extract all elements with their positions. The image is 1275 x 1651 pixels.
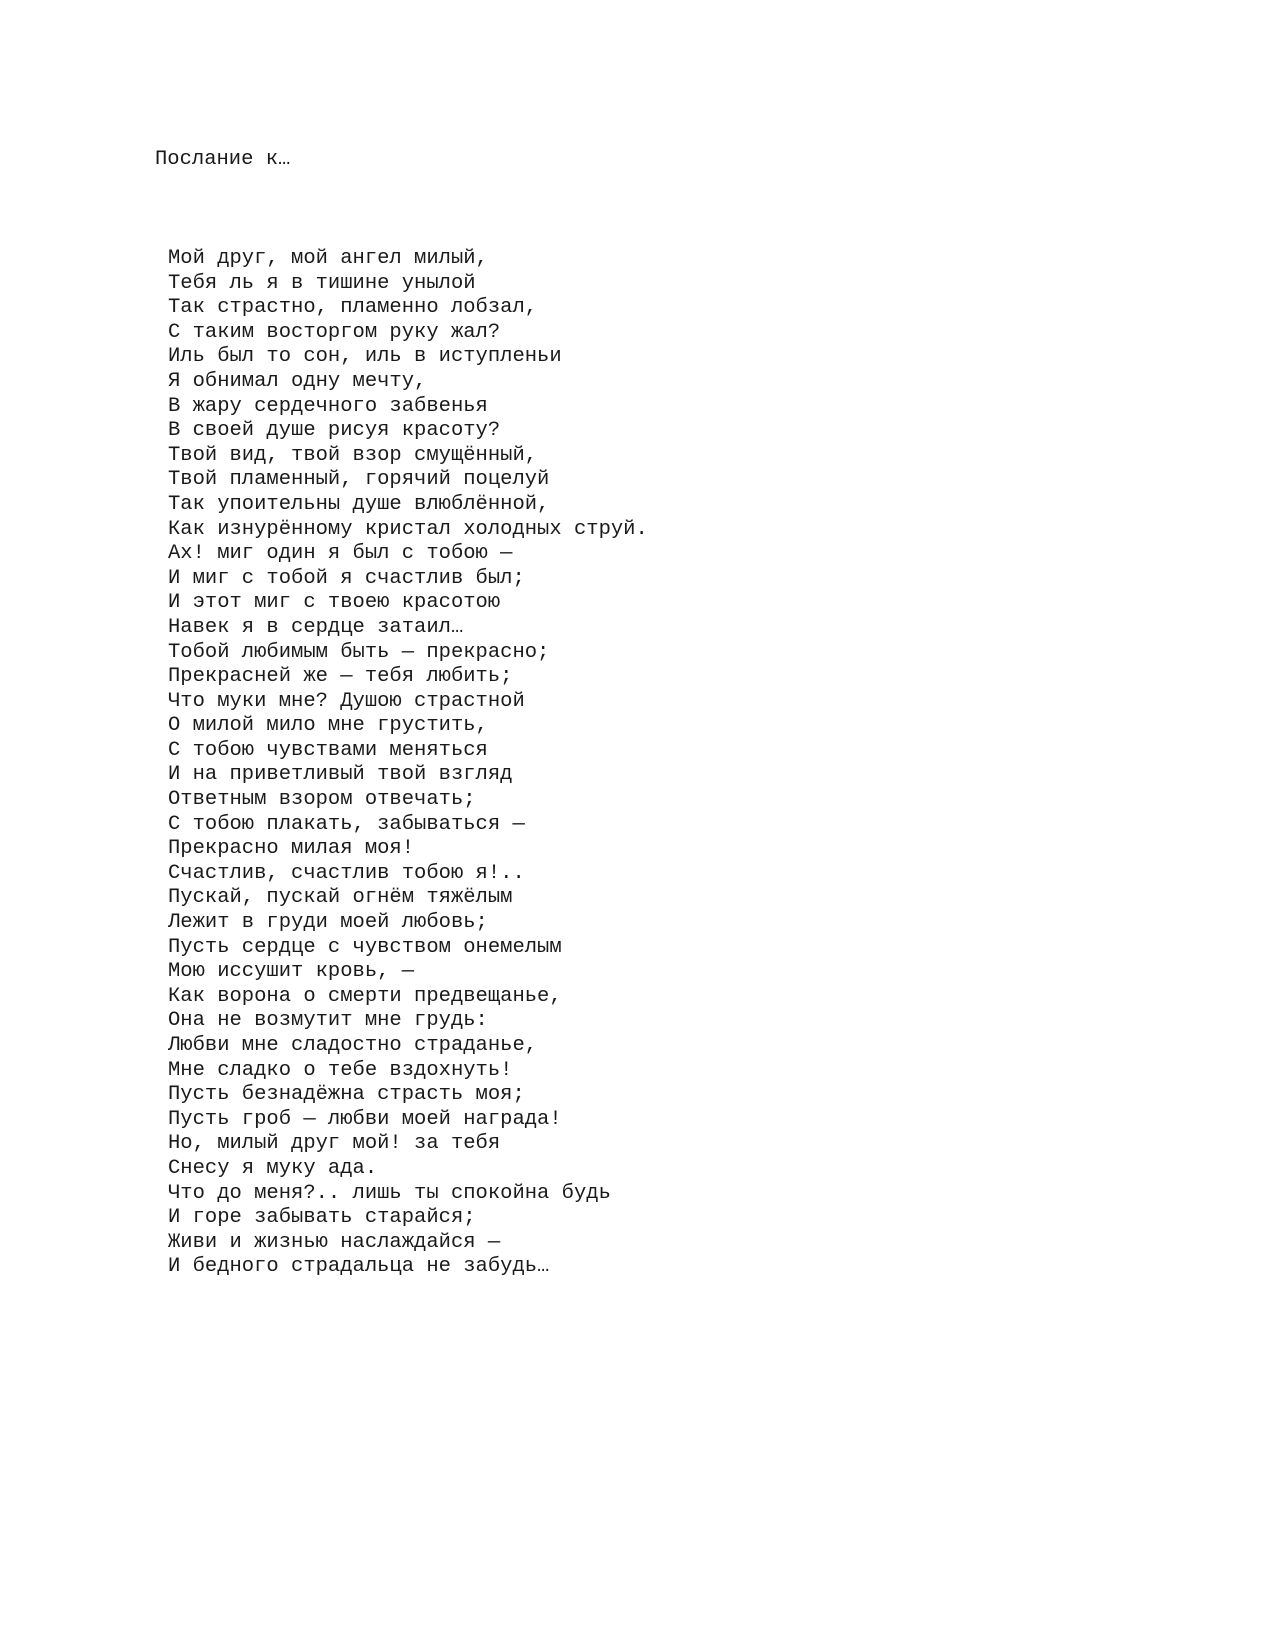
poem-line: Так страстно, пламенно лобзал, bbox=[168, 296, 538, 320]
poem-line: Пусть безнадёжна страсть моя; bbox=[168, 1083, 525, 1107]
poem-line: Тобой любимым быть — прекрасно; bbox=[168, 640, 550, 664]
poem-line: С тобою чувствами меняться bbox=[168, 738, 488, 762]
poem-line: Я обнимал одну мечту, bbox=[168, 369, 427, 393]
poem-title: Послание к… bbox=[155, 148, 291, 171]
poem-line: И бедного страдальца не забудь… bbox=[168, 1255, 550, 1279]
poem-line: Счастлив, счастлив тобою я!.. bbox=[168, 861, 525, 885]
poem-line: Мой друг, мой ангел милый, bbox=[168, 247, 488, 270]
poem-line: Твой вид, твой взор смущённый, bbox=[168, 443, 538, 467]
poem-line: И этот миг с твоею красотою bbox=[168, 591, 501, 615]
poem-line: Любви мне сладостно страданье, bbox=[168, 1034, 538, 1057]
poem-line: И горе забывать старайся; bbox=[168, 1206, 476, 1230]
poem-line: Но, милый друг мой! за тебя bbox=[168, 1132, 501, 1156]
poem-body bbox=[168, 247, 648, 1280]
poem-line: Мне сладко о тебе вздохнуть! bbox=[168, 1058, 513, 1082]
poem-line: Она не возмутит мне грудь: bbox=[168, 1009, 488, 1033]
poem-line: Ах! миг один я был с тобою — bbox=[168, 542, 513, 566]
poem-line: Пусть сердце с чувством онемелым bbox=[168, 935, 562, 959]
poem-line: Как ворона о смерти предвещанье, bbox=[168, 984, 562, 1008]
poem-line: Что до меня?.. лишь ты спокойна будь bbox=[168, 1181, 611, 1205]
poem-line: Твой пламенный, горячий поцелуй bbox=[168, 468, 550, 492]
poem-line: И миг с тобой я счастлив был; bbox=[168, 566, 525, 590]
poem-line: Иль был то сон, иль в иступленьи bbox=[168, 345, 562, 369]
poem-line: Пускай, пускай огнём тяжёлым bbox=[168, 886, 513, 910]
poem-line: С таким восторгом руку жал? bbox=[168, 320, 501, 344]
poem-line: Лежит в груди моей любовь; bbox=[168, 911, 488, 935]
poem-line: С тобою плакать, забываться — bbox=[168, 812, 525, 836]
poem-line: В жару сердечного забвенья bbox=[168, 394, 488, 418]
poem-line: Тебя ль я в тишине унылой bbox=[168, 271, 476, 295]
poem-line: В своей душе рисуя красоту? bbox=[168, 419, 501, 443]
poem-line: Что муки мне? Душою страстной bbox=[168, 689, 525, 713]
poem-line: И на приветливый твой взгляд bbox=[168, 763, 513, 787]
poem-line: Снесу я муку ада. bbox=[168, 1156, 378, 1180]
poem-line: Мою иссушит кровь, — bbox=[168, 960, 415, 984]
poem-line: Ответным взором отвечать; bbox=[168, 788, 476, 812]
poem-line: Так упоительны душе влюблённой, bbox=[168, 492, 550, 516]
poem-line: Навек я в сердце затаил… bbox=[168, 615, 464, 639]
poem-line: О милой мило мне грустить, bbox=[168, 714, 488, 738]
poem-line: Прекрасно милая моя! bbox=[168, 837, 415, 861]
poem-line: Пусть гроб — любви моей награда! bbox=[168, 1107, 562, 1131]
poem-line: Живи и жизнью наслаждайся — bbox=[168, 1230, 501, 1254]
poem-line: Как изнурённому кристал холодных струй. bbox=[168, 517, 648, 541]
poem-line: Прекрасней же — тебя любить; bbox=[168, 665, 513, 689]
